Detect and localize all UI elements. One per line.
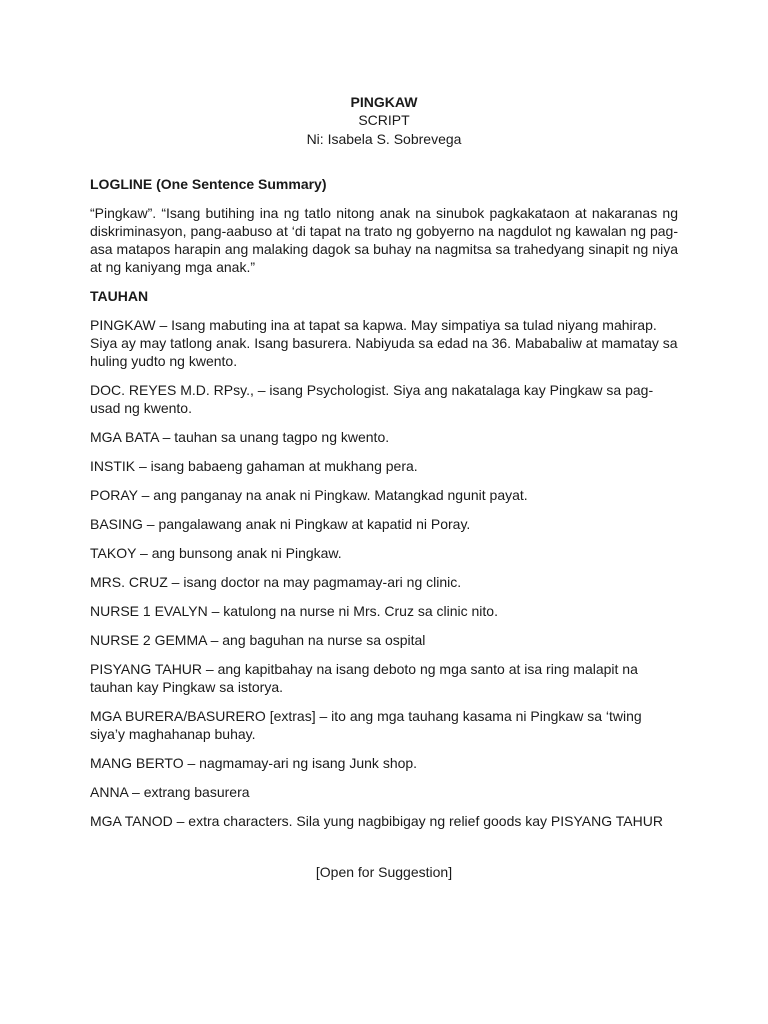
character-entry: MANG BERTO – nagmamay-ari ng isang Junk shop.: [90, 755, 418, 771]
logline-text: “Pingkaw”. “Isang butihing ina ng tatlo nitong anak na sinubok pagkakataon at nakaranas ng diskriminasyon, pang-aabuso at ‘di tapat na trato ng gobyerno na nagdulot ng kawalan ng pag-asa matapos harapin ang malaking dagok sa buhay na nagmitsa sa trahedyang sinapit ng niya at ng kaniyang mga anak.”: [90, 205, 678, 275]
document-title: PINGKAW: [350, 94, 418, 110]
character-entry: PISYANG TAHUR – ang kapitbahay na isang deboto ng mga santo at isa ring malapit na tauhan kay Pingkaw sa istorya.: [90, 661, 638, 695]
character-entry: MGA TANOD – extra characters. Sila yung nagbibigay ng relief goods kay PISYANG TAHUR: [90, 813, 663, 829]
character-entry: INSTIK – isang babaeng gahaman at mukhang pera.: [90, 458, 418, 474]
character-entry: DOC. REYES M.D. RPsy., – isang Psychologist. Siya ang nakatalaga kay Pingkaw sa pag-usad ng kwento.: [90, 382, 654, 416]
character-list: [90, 316, 678, 830]
character-entry: TAKOY – ang bunsong anak ni Pingkaw.: [90, 545, 342, 561]
character-entry: ANNA – extrang basurera: [90, 784, 250, 800]
logline-heading: LOGLINE (One Sentence Summary): [90, 176, 327, 192]
character-entry: PORAY – ang panganay na anak ni Pingkaw. Matangkad ngunit payat.: [90, 487, 528, 503]
tauhan-heading: TAUHAN: [90, 288, 149, 304]
character-entry: MGA BATA – tauhan sa unang tagpo ng kwento.: [90, 429, 390, 445]
character-entry: NURSE 2 GEMMA – ang baguhan na nurse sa ospital: [90, 632, 426, 648]
character-entry: PINGKAW – Isang mabuting ina at tapat sa kapwa. May simpatiya sa tulad niyang mahirap. Siya ay may tatlong anak. Isang basurera. Nabiyuda sa edad na 36. Mababaliw at mamatay sa huling yudto ng kwento.: [90, 317, 678, 369]
suggestion-note: [Open for Suggestion]: [315, 864, 453, 880]
character-entry: BASING – pangalawang anak ni Pingkaw at kapatid ni Poray.: [90, 516, 471, 532]
document-header: [90, 93, 678, 149]
character-entry: MRS. CRUZ – isang doctor na may pagmamay-ari ng clinic.: [90, 574, 462, 590]
document-author: Ni: Isabela S. Sobrevega: [306, 131, 462, 147]
document-subtitle: SCRIPT: [358, 112, 410, 128]
character-entry: MGA BURERA/BASURERO [extras] – ito ang mga tauhang kasama ni Pingkaw sa ‘twing siya’y maghahanap buhay.: [90, 708, 642, 742]
character-entry: NURSE 1 EVALYN – katulong na nurse ni Mrs. Cruz sa clinic nito.: [90, 603, 498, 619]
